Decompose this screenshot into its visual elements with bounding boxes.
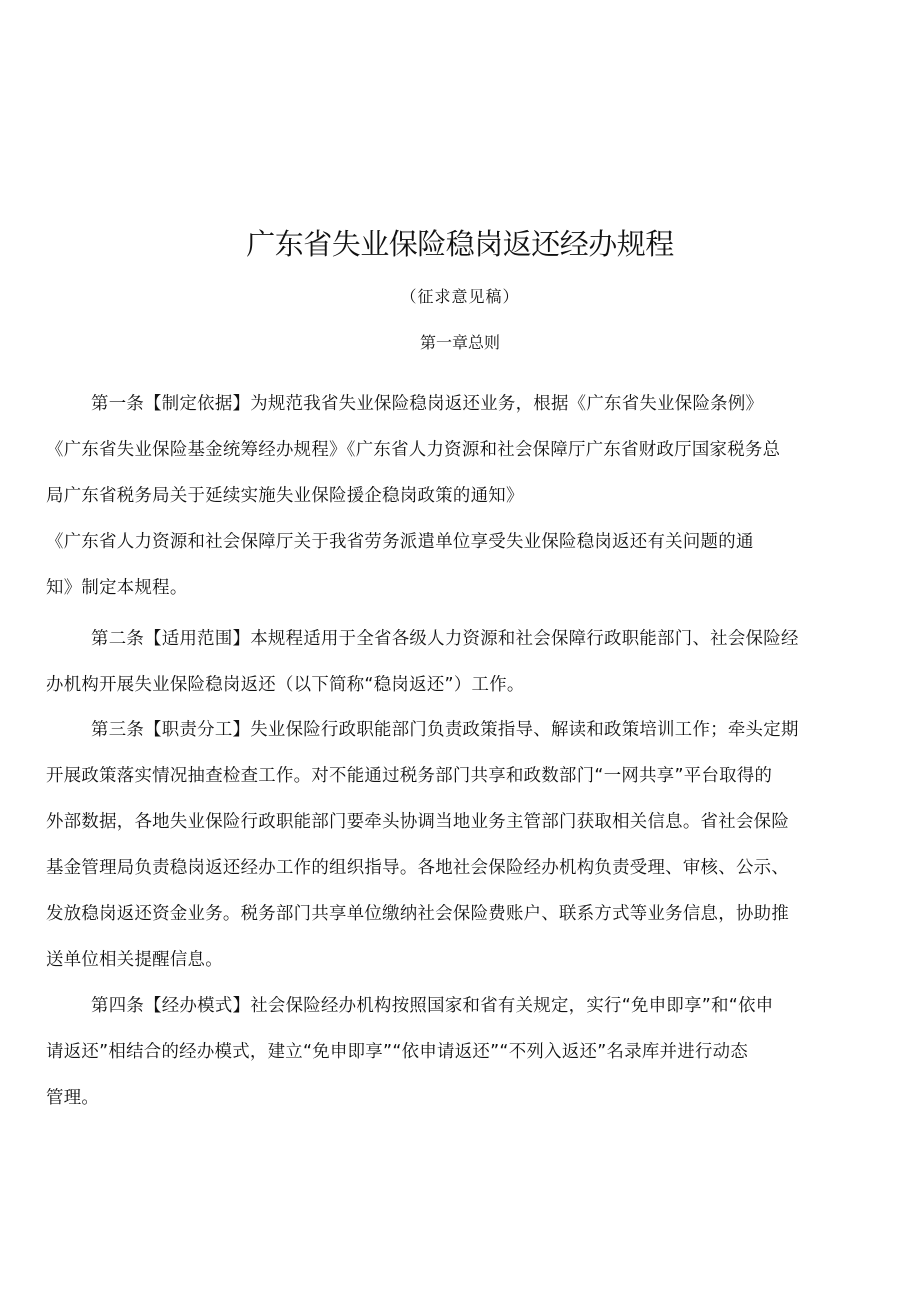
article-3-line-3: 外部数据，各地失业保险行政职能部门要牵头协调当地业务主管部门获取相关信息。省社会保险 — [46, 812, 790, 832]
article-4-line-3: 管理。 — [46, 1088, 100, 1108]
article-1-line-1: 第一条【制定依据】为规范我省失业保险稳岗返还业务，根据《广东省失业保险条例》 — [91, 394, 764, 414]
article-1-line-5: 知》制定本规程。 — [46, 578, 188, 598]
chapter-heading: 第一章总则 — [419, 333, 500, 352]
article-2-line-1: 第二条【适用范围】本规程适用于全省各级人力资源和社会保障行政职能部门、社会保险经 — [91, 629, 799, 649]
article-2-line-2: 办机构开展失业保险稳岗返还（以下简称“稳岗返还”）工作。 — [46, 675, 525, 695]
article-3-line-1: 第三条【职责分工】失业保险行政职能部门负责政策指导、解读和政策培训工作；牵头定期 — [91, 720, 799, 740]
document-subtitle: （征求意见稿） — [400, 287, 520, 306]
article-3-line-4: 基金管理局负责稳岗返还经办工作的组织指导。各地社会保险经办机构负责受理、审核、公示、 — [46, 858, 790, 878]
article-3-line-6: 送单位相关提醒信息。 — [46, 950, 223, 970]
article-1-line-3: 局广东省税务局关于延续实施失业保险援企稳岗政策的通知》 — [46, 486, 524, 506]
article-4-line-2: 请返还”相结合的经办模式，建立“免申即享”“依申请返还”“不列入返还”名录库并进行动态 — [46, 1042, 749, 1062]
article-1-line-4: 《广东省人力资源和社会保障厅关于我省劳务派遣单位享受失业保险稳岗返还有关问题的通 — [46, 532, 754, 552]
article-1-line-2: 《广东省失业保险基金统筹经办规程》《广东省人力资源和社会保障厅广东省财政厅国家税务总 — [46, 440, 781, 460]
document-title: 广东省失业保险稳岗返还经办规程 — [246, 227, 674, 261]
article-3-line-5: 发放稳岗返还资金业务。税务部门共享单位缴纳社会保险费账户、联系方式等业务信息，协助推 — [46, 904, 790, 924]
article-3-line-2: 开展政策落实情况抽查检查工作。对不能通过税务部门共享和政数部门“一网共享”平台取得的 — [46, 766, 773, 786]
article-4-line-1: 第四条【经办模式】社会保险经办机构按照国家和省有关规定，实行“免申即享”和“依申 — [91, 996, 774, 1016]
